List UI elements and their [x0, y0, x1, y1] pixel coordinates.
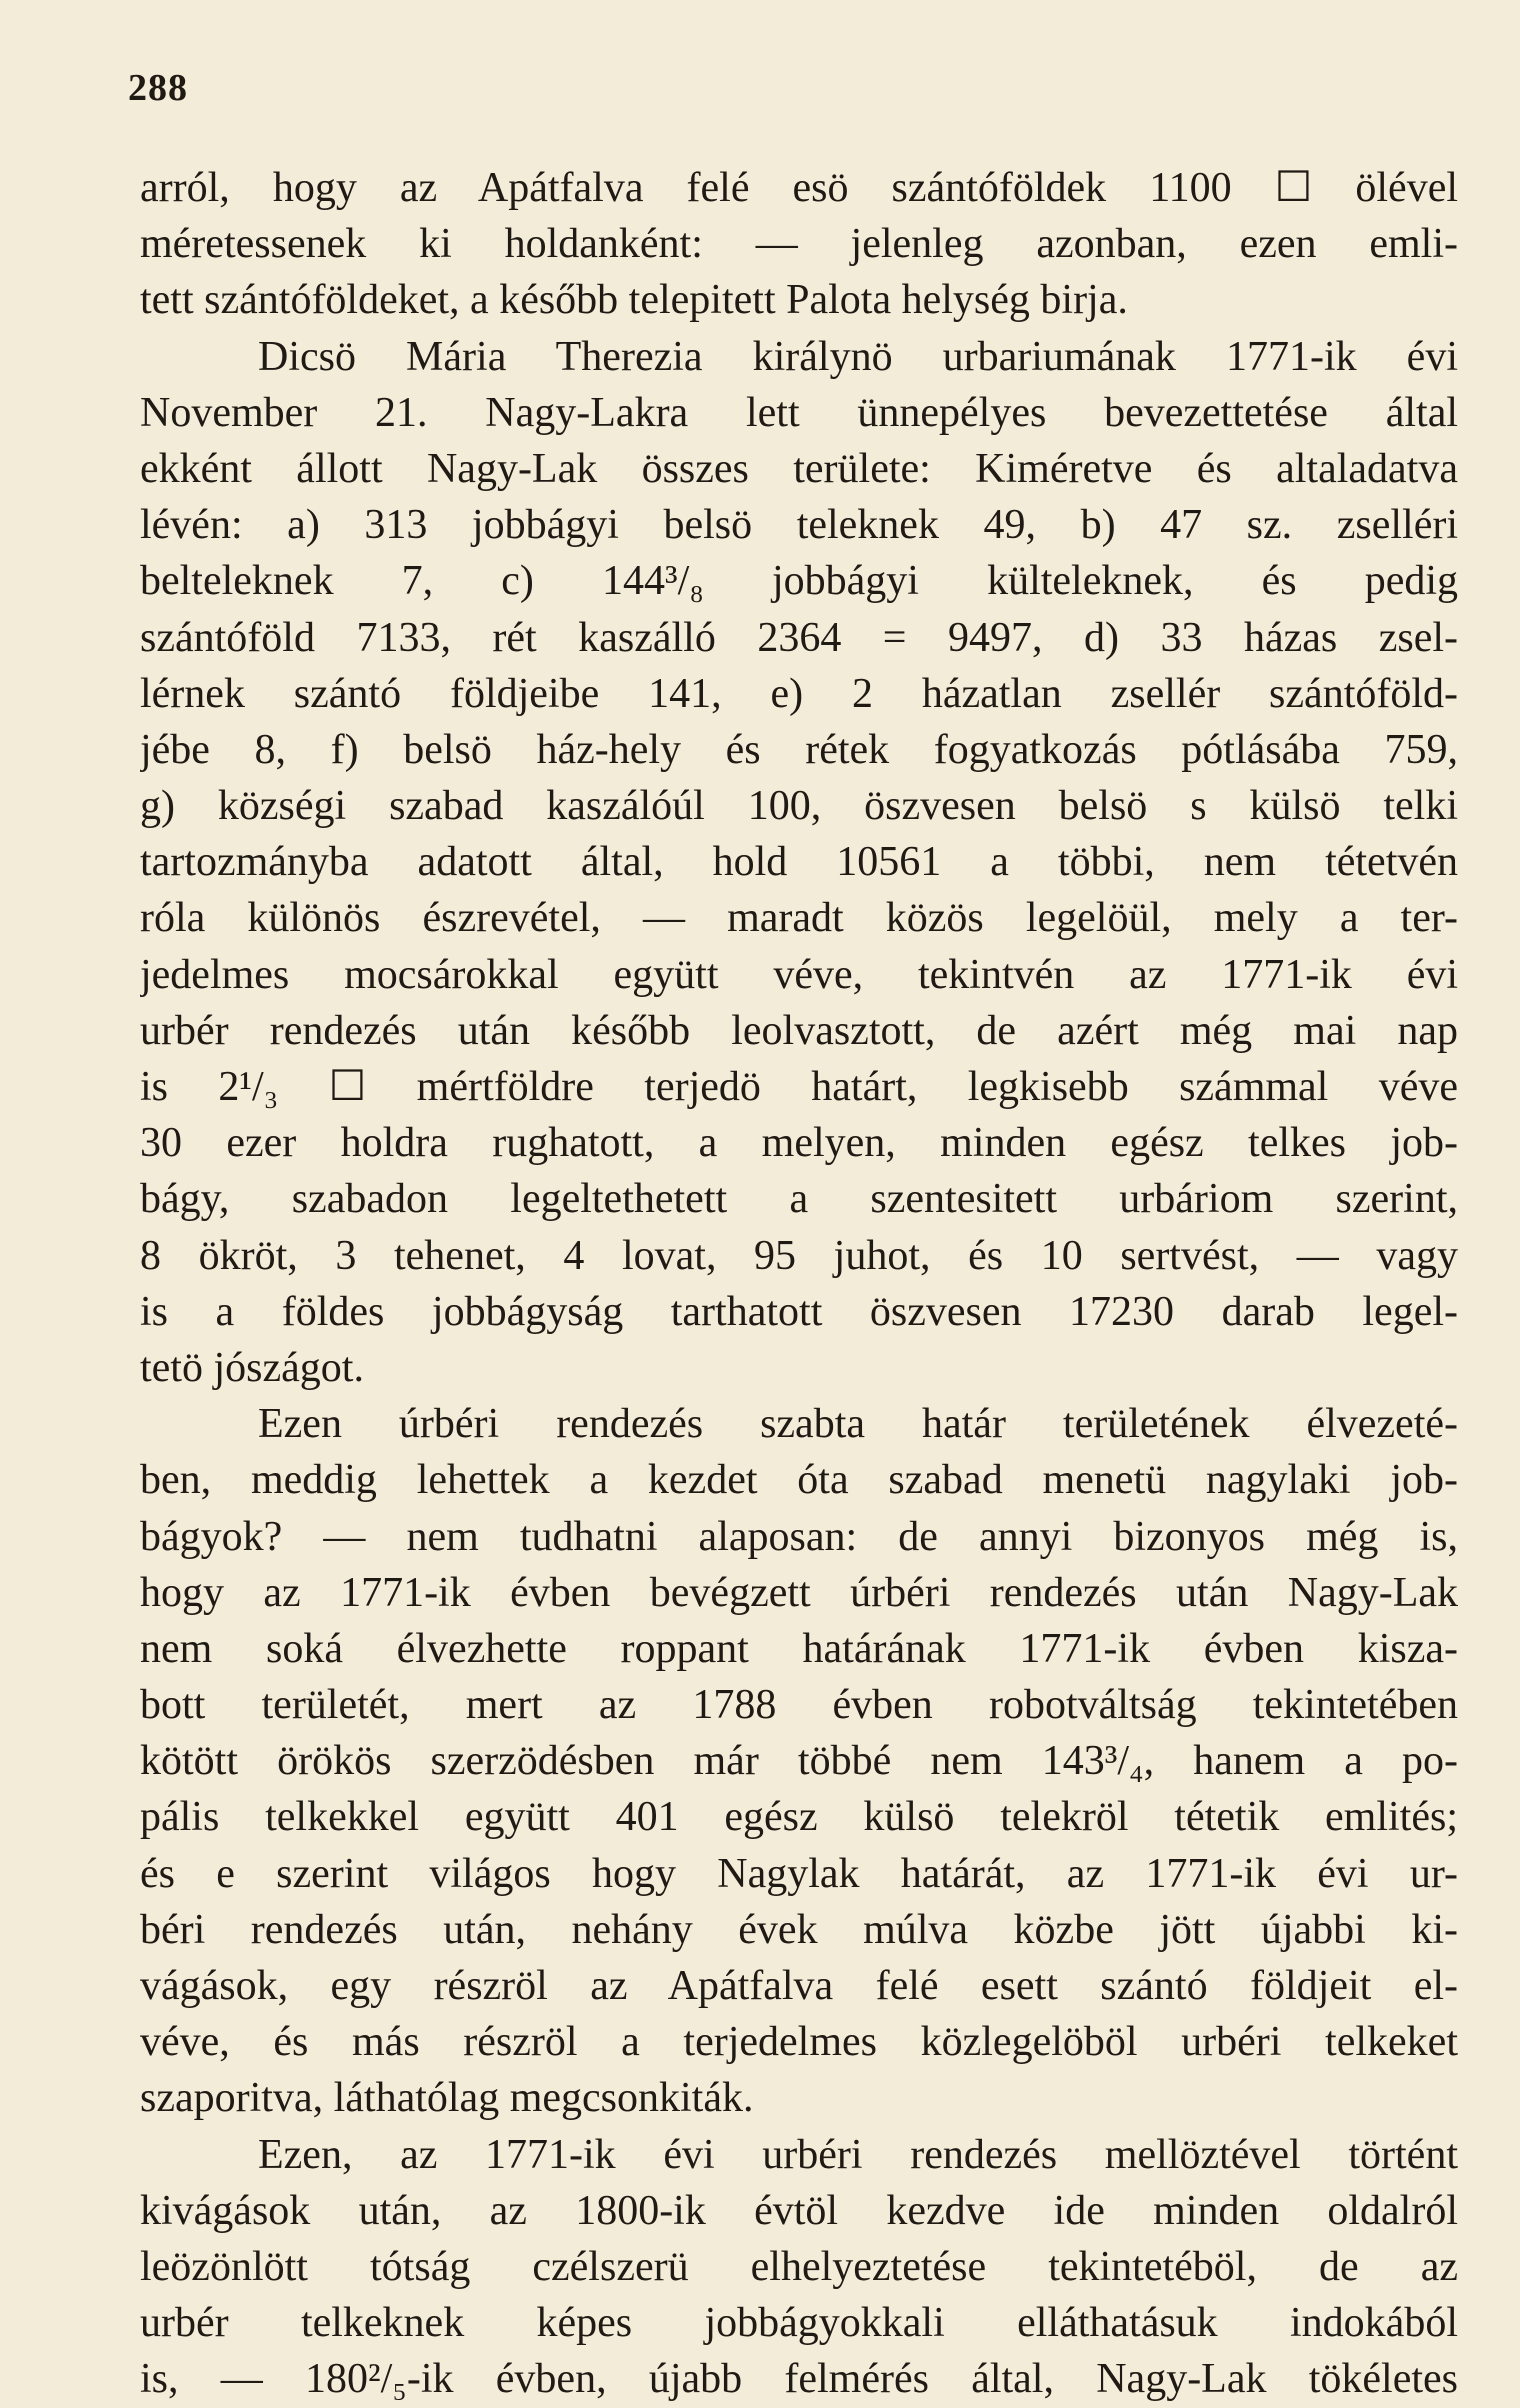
- text-line: tetö jószágot.: [140, 1344, 364, 1391]
- page-number: 288: [128, 67, 188, 109]
- text-line: bágyok? — nem tudhatni alaposan: de annyi bizonyos még is,: [140, 1513, 1458, 1560]
- text-line: is 2¹/₃ ☐ mértföldre terjedö határt, legkisebb számmal véve: [140, 1064, 1458, 1110]
- text-line: 8 ökröt, 3 tehenet, 4 lovat, 95 juhot, és 10 sertvést, — vagy: [140, 1232, 1458, 1279]
- text-line: belteleknek 7, c) 144³/₈ jobbágyi külteleknek, és pedig: [140, 558, 1458, 605]
- text-line: leözönlött tótság czélszerü elhelyeztetése tekintetéböl, de az: [140, 2243, 1458, 2290]
- text-line: Dicsö Mária Therezia királynö urbariumának 1771-ik évi: [258, 333, 1458, 380]
- text-line: urbér telkeknek képes jobbágyokkali elláthatásuk indokából: [140, 2300, 1458, 2347]
- text-line: bágy, szabadon legeltethetett a szentesitett urbáriom szerint,: [140, 1176, 1458, 1223]
- text-line: arról, hogy az Apátfalva felé esö szántóföldek 1100 ☐ ölével: [140, 165, 1458, 211]
- text-line: ekként állott Nagy-Lak összes területe: Kiméretve és altaladatva: [140, 445, 1458, 492]
- text-line: szántóföld 7133, rét kaszálló 2364 = 9497, d) 33 házas zsel-: [140, 614, 1458, 661]
- text-line: vágások, egy részröl az Apátfalva felé esett szántó földjeit el-: [140, 1963, 1458, 2009]
- text-line: is, — 180²/₅-ik évben, újabb felmérés által, Nagy-Lak tökéletes: [140, 2356, 1458, 2403]
- text-line: urbér rendezés után később leolvasztott, de azért még mai nap: [140, 1007, 1458, 1054]
- text-line: róla különös észrevétel, — maradt közös legelöül, mely a ter-: [140, 895, 1458, 942]
- body-text: [140, 160, 1458, 2408]
- text-line: 30 ezer holdra rughatott, a melyen, minden egész telkes job-: [140, 1120, 1458, 1167]
- text-line: és e szerint világos hogy Nagylak határát, az 1771-ik évi ur-: [140, 1850, 1458, 1897]
- text-line: ben, meddig lehettek a kezdet óta szabad menetü nagylaki job-: [140, 1457, 1458, 1504]
- text-line: lévén: a) 313 jobbágyi belsö teleknek 49, b) 47 sz. zselléri: [140, 502, 1458, 549]
- text-line: nem soká élvezhette roppant határának 1771-ik évben kisza-: [140, 1625, 1458, 1672]
- text-line: bott területét, mert az 1788 évben robotváltság tekintetében: [140, 1682, 1458, 1729]
- text-line: is a földes jobbágyság tarthatott öszvesen 17230 darab legel-: [140, 1288, 1458, 1335]
- text-line: Ezen, az 1771-ik évi urbéri rendezés mellöztével történt: [258, 2131, 1458, 2178]
- text-line: méretessenek ki holdanként: — jelenleg azonban, ezen emli-: [140, 221, 1458, 268]
- text-line: November 21. Nagy-Lakra lett ünnepélyes bevezettetése által: [140, 389, 1458, 436]
- text-line: jedelmes mocsárokkal együtt véve, tekintvén az 1771-ik évi: [140, 951, 1458, 998]
- text-line: béri rendezés után, nehány évek múlva közbe jött újabbi ki-: [140, 1906, 1458, 1953]
- text-line: szaporitva, láthatólag megcsonkiták.: [140, 2075, 754, 2122]
- text-line: pális telkekkel együtt 401 egész külsö telekröl tétetik emlités;: [140, 1794, 1458, 1841]
- text-line: véve, és más részröl a terjedelmes közlegelöböl urbéri telkeket: [140, 2019, 1458, 2066]
- text-line: hogy az 1771-ik évben bevégzett úrbéri rendezés után Nagy-Lak: [140, 1569, 1458, 1616]
- text-line: tartozmányba adatott által, hold 10561 a többi, nem tétetvén: [140, 839, 1458, 886]
- text-line: g) községi szabad kaszálóúl 100, öszvesen belsö s külsö telki: [140, 783, 1458, 830]
- text-line: jébe 8, f) belsö ház-hely és rétek fogyatkozás pótlásába 759,: [140, 726, 1458, 773]
- text-line: lérnek szántó földjeibe 141, e) 2 házatlan zsellér szántóföld-: [140, 670, 1458, 717]
- text-line: tett szántóföldeket, a később telepitett Palota helység birja.: [140, 277, 1128, 324]
- text-line: kivágások után, az 1800-ik évtöl kezdve ide minden oldalról: [140, 2187, 1458, 2234]
- text-line: Ezen úrbéri rendezés szabta határ területének élvezeté-: [258, 1401, 1458, 1448]
- text-line: kötött örökös szerzödésben már többé nem 143³/₄, hanem a po-: [140, 1738, 1458, 1785]
